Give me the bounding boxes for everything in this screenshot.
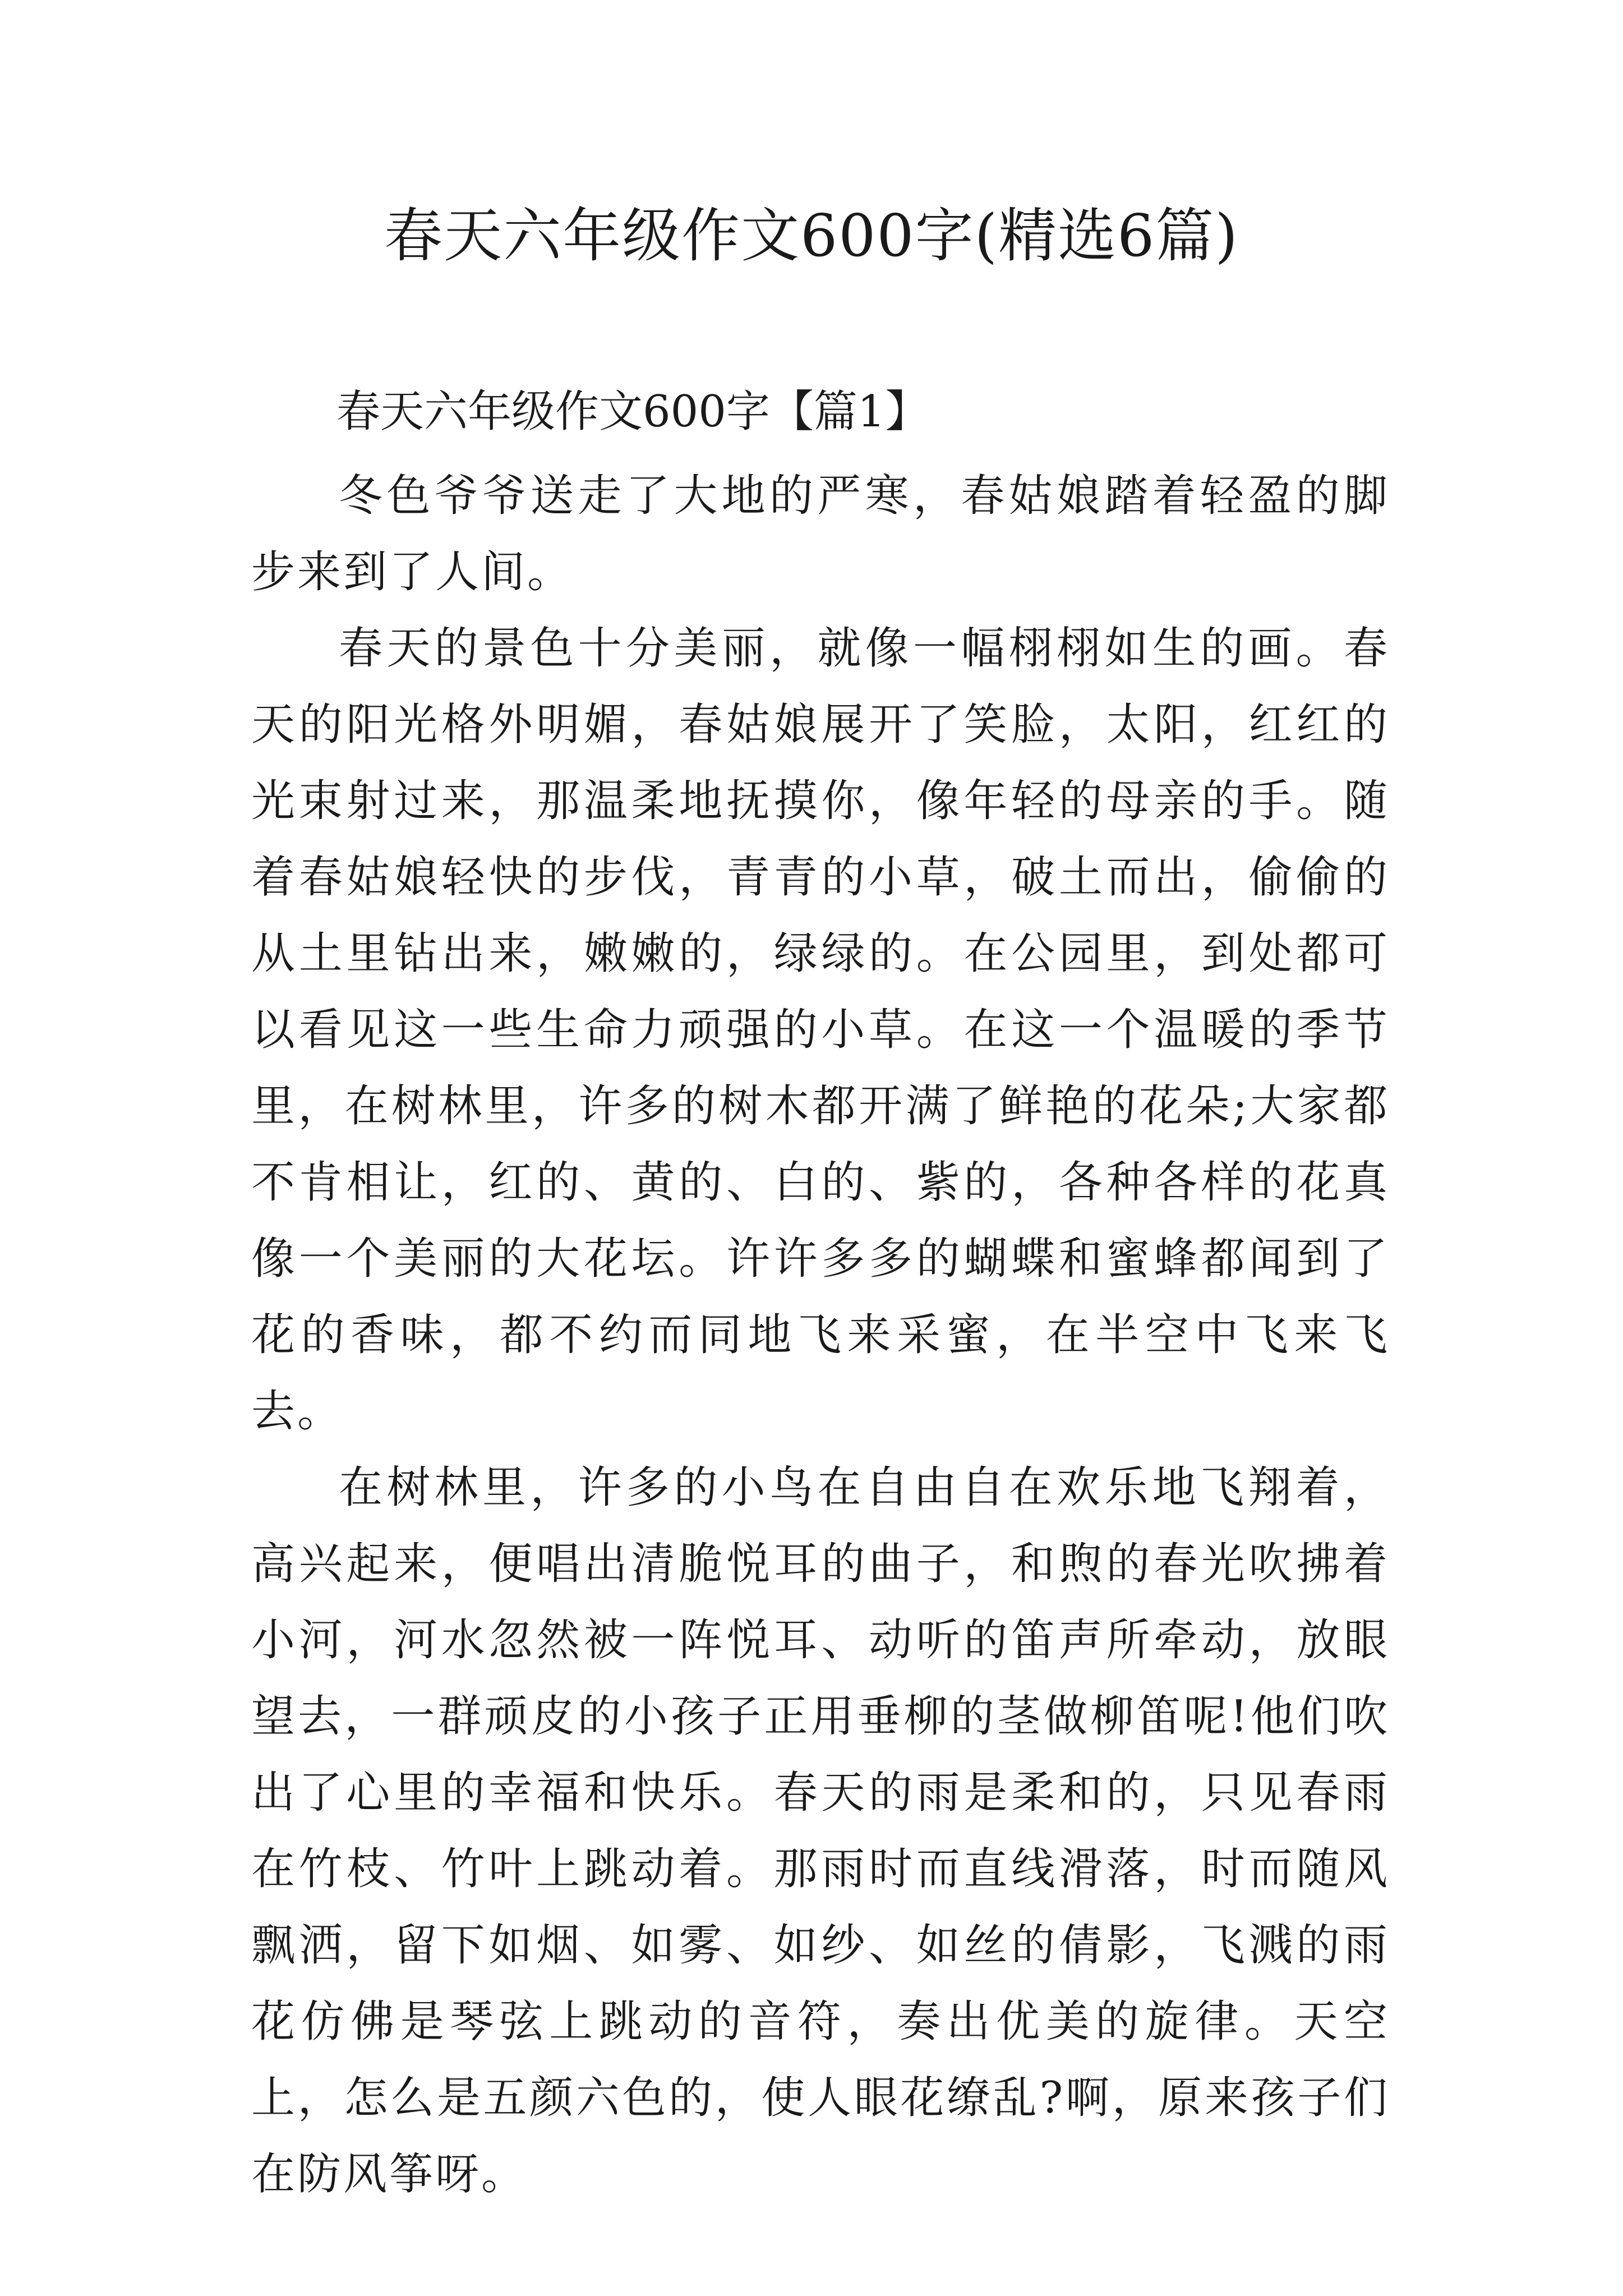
paragraph: 冬色爷爷送走了大地的严寒，春姑娘踏着轻盈的脚步来到了人间。 <box>251 471 1390 597</box>
paragraph: 在树林里，许多的小鸟在自由自在欢乐地飞翔着，高兴起来，便唱出清脆悦耳的曲子，和煦的春光吹拂着小河，河水忽然被一阵悦耳、动听的笛声所牵动，放眼望去，一群顽皮的小孩子正用垂柳的茎做柳笛呢!他们吹出了心里的幸福和快乐。春天的雨是柔和的，只见春雨在竹枝、竹叶上跳动着。那雨时而直线滑落，时而随风飘洒，留下如烟、如雾、如纱、如丝的倩影，飞溅的雨花仿佛是琴弦上跳动的音符，奏出优美的旋律。天空上，怎么是五颜六色的，使人眼花缭乱?啊，原来孩子们在防风筝呀。 <box>251 1462 1390 2200</box>
document-title: 春天六年级作文600字(精选6篇) <box>384 201 1239 270</box>
paragraph: 春天的景色十分美丽，就像一幅栩栩如生的画。春天的阳光格外明媚，春姑娘展开了笑脸，太阳，红红的光束射过来，那温柔地抚摸你，像年轻的母亲的手。随着春姑娘轻快的步伐，青青的小草，破土而出，偷偷的从土里钻出来，嫩嫩的，绿绿的。在公园里，到处都可以看见这一些生命力顽强的小草。在这一个温暖的季节里，在树林里，许多的树木都开满了鲜艳的花朵;大家都不肯相让，红的、黄的、白的、紫的，各种各样的花真像一个美丽的大花坛。许许多多的蝴蝶和蜜蜂都闻到了花的香味，都不约而同地飞来采蜜，在半空中飞来飞去。 <box>251 623 1390 1437</box>
section-heading: 春天六年级作文600字【篇1】 <box>336 386 929 437</box>
document-body <box>251 458 1390 2212</box>
